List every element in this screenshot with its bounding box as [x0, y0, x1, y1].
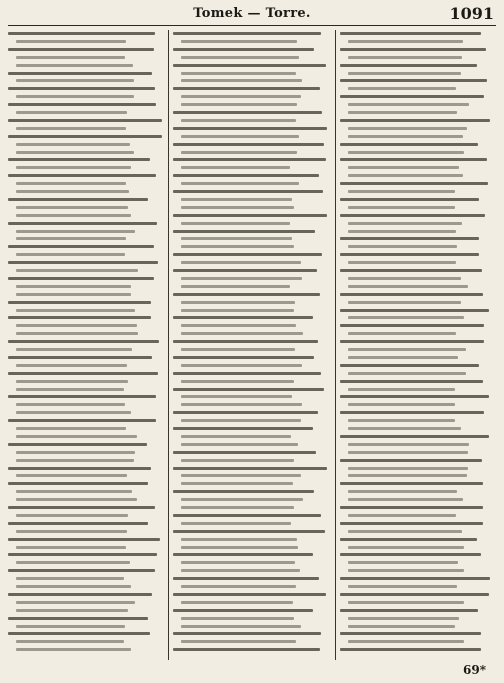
entry-text-line [8, 222, 157, 225]
entry-text-line [181, 348, 295, 351]
entry-text-line [173, 648, 320, 651]
entry-text-line [8, 372, 158, 375]
entry-text-line [348, 174, 463, 177]
entry-text-line [340, 309, 489, 312]
entry-text-line [181, 640, 296, 643]
entry-text-line [348, 601, 464, 604]
entry-text-line [348, 625, 455, 628]
entry-text-line [181, 324, 296, 327]
entry-text-line [16, 609, 128, 612]
entry-text-line [173, 372, 321, 375]
entry-text-line [16, 182, 126, 185]
entry-text-line [173, 427, 313, 430]
entry-text-line [8, 356, 152, 359]
entry-text-line [181, 538, 297, 541]
entry-text-line [340, 395, 489, 398]
entry-text-line [340, 459, 482, 462]
entry-text-line [16, 411, 131, 414]
entry-text-line [8, 522, 148, 525]
entry-text-line [16, 546, 126, 549]
entry-text-line [181, 206, 294, 209]
running-head: Tomek — Torre. [193, 6, 311, 21]
entry-text-line [340, 648, 481, 651]
entry-text-line [348, 230, 456, 233]
entry-text-line [340, 158, 487, 161]
entry-text-line [173, 593, 326, 596]
entry-text-line [173, 553, 313, 556]
entry-text-line [181, 546, 298, 549]
entry-text-line [340, 237, 479, 240]
entry-text-line [173, 111, 322, 114]
entry-text-line [348, 372, 466, 375]
entry-text-line [8, 443, 147, 446]
entry-text-line [16, 332, 138, 335]
entry-text-line [16, 514, 128, 517]
entry-text-line [16, 309, 135, 312]
entry-text-line [8, 245, 154, 248]
entry-text-line [173, 32, 321, 35]
entry-text-line [340, 340, 484, 343]
entry-text-line [173, 467, 327, 470]
entry-text-line [348, 206, 455, 209]
entry-text-line [16, 474, 127, 477]
entry-text-line [173, 230, 315, 233]
entry-text-line [340, 293, 483, 296]
entry-text-line [340, 609, 478, 612]
entry-text-line [181, 135, 299, 138]
entry-text-line [16, 237, 126, 240]
entry-text-line [16, 269, 138, 272]
entry-text-line [348, 356, 458, 359]
entry-text-line [181, 506, 294, 509]
entry-text-line [181, 198, 292, 201]
entry-text-line [173, 609, 313, 612]
entry-text-line [8, 87, 155, 90]
entry-text-line [8, 593, 152, 596]
entry-text-line [173, 190, 323, 193]
entry-text-line [16, 253, 125, 256]
entry-text-line [348, 301, 461, 304]
entry-text-line [348, 40, 463, 43]
entry-text-line [340, 95, 484, 98]
entry-text-line [348, 403, 455, 406]
entry-text-line [340, 506, 483, 509]
entry-text-line [340, 48, 486, 51]
entry-text-line [16, 585, 131, 588]
entry-text-line [8, 553, 157, 556]
entry-text-line [16, 293, 131, 296]
entry-text-line [348, 617, 459, 620]
entry-text-line [16, 40, 126, 43]
entry-text-line [16, 435, 137, 438]
entry-text-line [181, 443, 298, 446]
entry-text-line [173, 577, 319, 580]
entry-text-line [8, 103, 156, 106]
entry-text-line [181, 182, 299, 185]
entry-text-line [8, 48, 154, 51]
entry-text-line [348, 261, 456, 264]
entry-text-line [173, 143, 324, 146]
entry-text-line [173, 269, 317, 272]
entry-text-line [181, 459, 294, 462]
entry-text-line [181, 522, 291, 525]
entry-text-line [181, 482, 293, 485]
entry-text-line [173, 174, 319, 177]
entry-text-line [8, 135, 162, 138]
entry-text-line [16, 190, 129, 193]
entry-text-line [16, 230, 135, 233]
entry-text-line [348, 135, 463, 138]
entry-text-line [173, 48, 314, 51]
entry-text-line [348, 111, 457, 114]
entry-text-line [16, 364, 127, 367]
entry-text-line [16, 79, 134, 82]
entry-text-line [173, 340, 318, 343]
entry-text-line [340, 198, 479, 201]
entry-text-line [340, 553, 481, 556]
entry-text-line [340, 253, 479, 256]
entry-text-line [181, 498, 303, 501]
entry-text-line [181, 40, 297, 43]
entry-text-line [8, 340, 159, 343]
entry-text-line [8, 277, 154, 280]
entry-text-line [340, 324, 484, 327]
entry-text-line [348, 561, 458, 564]
entry-text-line [16, 561, 130, 564]
entry-text-line [16, 625, 125, 628]
entry-text-line [16, 490, 132, 493]
entry-text-line [181, 403, 302, 406]
entry-text-line [173, 64, 326, 67]
entry-text-line [16, 388, 124, 391]
entry-text-line [181, 435, 291, 438]
entry-text-line [348, 640, 464, 643]
entry-text-line [16, 64, 133, 67]
entry-text-line [181, 166, 290, 169]
entry-text-line [348, 332, 456, 335]
entry-text-line [8, 506, 155, 509]
entry-text-line [8, 119, 162, 122]
entry-text-line [348, 245, 457, 248]
column-divider [168, 30, 169, 660]
entry-text-line [340, 411, 484, 414]
entry-text-line [181, 395, 292, 398]
entry-text-line [173, 127, 327, 130]
entry-text-line [348, 222, 462, 225]
entry-text-line [348, 388, 455, 391]
entry-text-line [8, 174, 156, 177]
entry-text-line [348, 103, 469, 106]
entry-text-line [348, 419, 455, 422]
entry-text-line [16, 348, 132, 351]
entry-text-line [348, 56, 462, 59]
entry-text-line [173, 451, 316, 454]
page-number: 1091 [449, 4, 494, 23]
entry-text-line [348, 190, 455, 193]
entry-text-line [348, 530, 462, 533]
entry-text-line [181, 72, 296, 75]
entry-text-line [340, 143, 478, 146]
entry-text-line [16, 214, 131, 217]
entry-text-line [8, 482, 148, 485]
entry-text-line [181, 585, 296, 588]
entry-text-line [340, 593, 489, 596]
entry-text-line [16, 380, 128, 383]
column-divider [335, 30, 336, 660]
entry-text-line [181, 95, 301, 98]
entry-text-line [348, 467, 468, 470]
entry-text-line [173, 253, 322, 256]
entry-text-line [340, 269, 482, 272]
entry-text-line [173, 514, 321, 517]
entry-text-line [340, 79, 487, 82]
entry-text-line [8, 72, 152, 75]
entry-text-line [181, 261, 301, 264]
entry-text-line [8, 316, 151, 319]
entry-text-line [348, 285, 468, 288]
entry-text-line [181, 56, 299, 59]
entry-text-line [173, 411, 318, 414]
entry-text-line [16, 285, 131, 288]
entry-text-line [348, 427, 461, 430]
entry-text-line [8, 301, 151, 304]
entry-text-line [348, 490, 457, 493]
entry-text-line [16, 166, 131, 169]
entry-text-line [16, 640, 124, 643]
directory-column-1 [8, 30, 166, 660]
entry-text-line [16, 403, 125, 406]
entry-text-line [8, 395, 156, 398]
entry-text-line [181, 309, 294, 312]
entry-text-line [173, 388, 324, 391]
entry-text-line [8, 538, 160, 541]
signature-mark: 69* [463, 663, 486, 677]
entry-text-line [181, 222, 290, 225]
entry-text-line [348, 348, 466, 351]
entry-text-line [16, 56, 125, 59]
entry-text-line [181, 151, 297, 154]
entry-text-line [181, 419, 301, 422]
entry-text-line [8, 261, 158, 264]
entry-text-line [181, 277, 302, 280]
entry-text-line [16, 451, 135, 454]
entry-text-line [181, 601, 293, 604]
entry-text-line [181, 301, 295, 304]
directory-column-2 [173, 30, 331, 660]
entry-text-line [16, 459, 134, 462]
entry-text-line [173, 87, 320, 90]
entry-text-line [16, 601, 135, 604]
entry-text-line [8, 158, 150, 161]
entry-text-line [181, 332, 303, 335]
entry-text-line [16, 577, 124, 580]
entry-text-line [348, 443, 469, 446]
entry-text-line [348, 498, 463, 501]
entry-text-line [8, 419, 156, 422]
entry-text-line [173, 293, 320, 296]
entry-text-line [348, 585, 457, 588]
entry-text-line [173, 632, 321, 635]
entry-text-line [181, 245, 294, 248]
entry-text-line [173, 530, 325, 533]
entry-text-line [16, 111, 127, 114]
entry-text-line [16, 498, 137, 501]
entry-text-line [181, 569, 300, 572]
entry-text-line [348, 474, 467, 477]
entry-text-line [340, 119, 490, 122]
entry-text-line [348, 514, 456, 517]
entry-text-line [8, 632, 150, 635]
entry-text-line [340, 182, 488, 185]
entry-text-line [16, 324, 137, 327]
entry-text-line [181, 103, 297, 106]
entry-text-line [181, 237, 292, 240]
entry-text-line [173, 490, 314, 493]
entry-text-line [173, 158, 326, 161]
entry-text-line [16, 95, 134, 98]
entry-text-line [340, 364, 479, 367]
entry-text-line [181, 285, 290, 288]
entry-text-line [340, 32, 481, 35]
entry-text-line [8, 617, 148, 620]
entry-text-line [340, 64, 477, 67]
entry-text-line [181, 79, 302, 82]
entry-text-line [16, 648, 131, 651]
entry-text-line [181, 380, 294, 383]
entry-text-line [340, 482, 483, 485]
entry-text-line [340, 522, 483, 525]
entry-text-line [348, 546, 464, 549]
entry-text-line [8, 32, 155, 35]
entry-text-line [181, 617, 294, 620]
entry-text-line [348, 166, 459, 169]
entry-text-line [8, 198, 148, 201]
entry-text-line [181, 561, 295, 564]
entry-text-line [181, 625, 301, 628]
entry-text-line [173, 356, 314, 359]
entry-text-line [348, 277, 461, 280]
entry-text-line [16, 530, 127, 533]
entry-text-line [348, 316, 464, 319]
entry-text-line [348, 127, 467, 130]
entry-text-line [16, 127, 126, 130]
entry-text-line [8, 569, 155, 572]
entry-text-line [181, 364, 302, 367]
entry-text-line [340, 435, 489, 438]
entry-text-line [348, 451, 468, 454]
entry-text-line [8, 467, 151, 470]
header-rule [8, 25, 496, 26]
entry-text-line [340, 214, 485, 217]
entry-text-line [16, 151, 134, 154]
entry-text-line [16, 427, 126, 430]
directory-column-3 [340, 30, 496, 660]
entry-text-line [181, 474, 301, 477]
entry-text-line [340, 538, 477, 541]
entry-text-line [340, 577, 490, 580]
entry-text-line [348, 569, 464, 572]
entry-text-line [173, 316, 313, 319]
entry-text-line [340, 380, 483, 383]
entry-text-line [348, 151, 464, 154]
entry-text-line [173, 214, 327, 217]
entry-text-line [181, 119, 296, 122]
entry-text-line [348, 87, 456, 90]
entry-text-line [16, 206, 128, 209]
entry-text-line [348, 72, 461, 75]
entry-text-line [16, 143, 130, 146]
entry-text-line [340, 632, 481, 635]
